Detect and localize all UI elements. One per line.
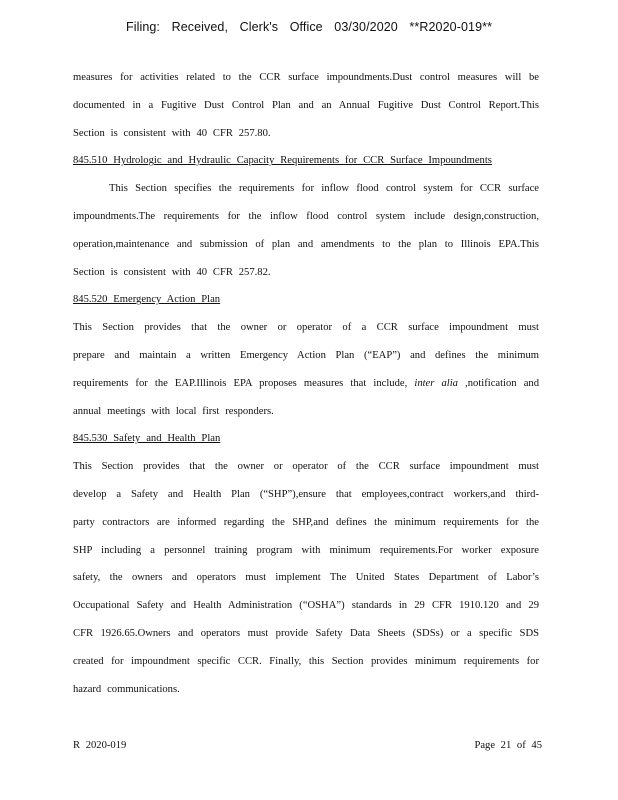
paragraph-line: party contractors are informed regarding the SHP,and defines the minimum requirements for the [73,516,539,528]
paragraph-line: This Section provides that the owner or operator of the CCR surface impoundment must [73,461,539,473]
paragraph-line: SHP including a personnel training program with minimum requirements.For worker exposure [73,544,539,556]
paragraph-line: Occupational Safety and Health Administration (“OSHA”) standards in 29 CFR 1910.120 and 29 [73,600,539,612]
document-body [73,70,539,709]
paragraph-line: hazard communications. [73,683,180,695]
paragraph-line [73,376,539,404]
paragraph-line: develop a Safety and Health Plan (“SHP”),ensure that employees,contract workers,and third- [73,488,539,500]
paragraph-line: CFR 1926.65.Owners and operators must provide Safety Data Sheets (SDSs) or a specific SDS [73,627,539,639]
text-run: ,notification and [465,377,539,389]
docket-number-footer: R 2020-019 [73,740,127,751]
paragraph-line: prepare and maintain a written Emergency Action Plan (“EAP”) and defines the minimum [73,349,539,361]
filing-stamp-header: Filing: Received, Clerk's Office 03/30/2020 **R2020-019** [125,20,493,34]
paragraph-line: Section is consistent with 40 CFR 257.82. [73,266,271,278]
section-heading-845-510: 845.510 Hydrologic and Hydraulic Capacity Requirements for CCR Surface Impoundments [73,155,492,167]
italic-latin-phrase: inter alia [414,377,458,389]
page-number-footer: Page 21 of 45 [474,740,542,751]
paragraph-line: operation,maintenance and submission of plan and amendments to the plan to Illinois EPA.This [73,238,539,250]
section-heading-845-530: 845.530 Safety and Health Plan [73,433,221,445]
paragraph-line: safety, the owners and operators must implement The United States Department of Labor’s [73,572,539,584]
text-run: requirements for the EAP.Illinois EPA proposes measures that include, [73,377,408,389]
paragraph-line: Section is consistent with 40 CFR 257.80. [73,127,271,139]
paragraph-line: created for impoundment specific CCR. Finally, this Section provides minimum requirements for [73,655,539,667]
paragraph-line: documented in a Fugitive Dust Control Plan and an Annual Fugitive Dust Control Report.This [73,99,539,111]
paragraph-line: This Section specifies the requirements for inflow flood control system for CCR surface [109,183,539,195]
section-heading-845-520: 845.520 Emergency Action Plan [73,294,221,306]
paragraph-line: annual meetings with local first responders. [73,405,274,417]
paragraph-line: This Section provides that the owner or operator of a CCR surface impoundment must [73,322,539,334]
paragraph-line: impoundments.The requirements for the inflow flood control system include design,construction, [73,210,539,222]
paragraph-line: measures for activities related to the CCR surface impoundments.Dust control measures will be [73,72,539,83]
